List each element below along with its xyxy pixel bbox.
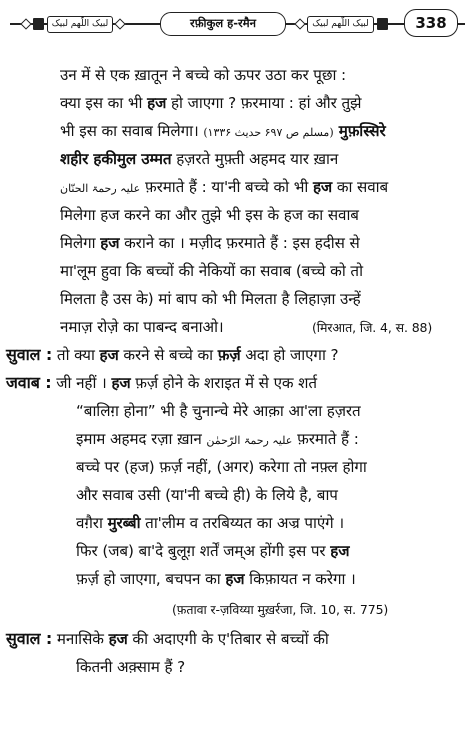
question-label: सुवाल : xyxy=(6,629,53,648)
diamond-icon xyxy=(115,18,126,29)
text-span: फ़रमाते हैं : या'नी बच्चे को भी xyxy=(140,178,313,196)
question-label: सुवाल : xyxy=(6,345,53,364)
text-span: तो क्या xyxy=(52,346,100,364)
bold-term: हज xyxy=(312,178,333,196)
text-span: क्या इस का भी xyxy=(60,94,148,112)
text-line xyxy=(60,92,361,116)
bold-term: मुफ़स्सिरे xyxy=(333,122,386,140)
arabic-honorific: علیہ رحمۃ الحنّان xyxy=(60,182,141,195)
running-title: रफ़ीकुल ह-रमैन xyxy=(160,12,286,36)
citation: (मिरआत, जि. 4, स. 88) xyxy=(312,320,433,335)
text-span: मा'लूम हुवा कि बच्चों की नेकियों का सवाब (बच्चे को तो xyxy=(60,262,363,280)
text-span: “बालिग़ होना” भी है चुनान्चे मेरे आक़ा आ'ला हज़रत xyxy=(76,402,361,420)
text-span: वग़ैरा xyxy=(76,514,108,532)
answer-label: जवाब : xyxy=(6,373,52,392)
question-line xyxy=(6,628,329,652)
ornament-text-left: لبیک اللّٰھم لبیک xyxy=(47,16,114,33)
bold-term: हज xyxy=(111,374,131,392)
text-span: हो जाएगा ? फ़रमाया : हां और तुझे xyxy=(166,94,362,112)
bold-term: हज xyxy=(147,94,167,112)
text-span: कितनी अक़्साम हैं ? xyxy=(76,658,186,676)
text-span: किफ़ायत न करेगा । xyxy=(244,570,356,588)
text-span: मनासिके xyxy=(52,630,109,648)
text-span: नमाज़ रोज़े का पाबन्द बनाओ। xyxy=(60,318,224,336)
text-span: फ़रमाते हैं : xyxy=(292,430,359,448)
text-span: फ़र्ज़ होने के शराइत में से एक शर्त xyxy=(130,374,317,392)
text-span: मिलता है उस के) मां बाप को भी मिलता है लिहाज़ा उन्हें xyxy=(60,290,361,308)
header-ornament-right xyxy=(290,12,394,36)
text-span: करने से बच्चे का xyxy=(118,346,218,364)
text-span: का सवाब xyxy=(332,178,389,196)
text-span: मिलेगा xyxy=(60,234,101,252)
text-line xyxy=(60,232,360,256)
bold-term: हज xyxy=(100,234,120,252)
text-line xyxy=(60,260,363,284)
bold-term: हज xyxy=(225,570,245,588)
diamond-icon xyxy=(295,18,306,29)
text-span: भी इस का सवाब मिलेगा। xyxy=(60,122,204,140)
text-span: अदा हो जाएगा ? xyxy=(240,346,339,364)
bold-term: फ़र्ज़ xyxy=(217,346,241,364)
diamond-icon xyxy=(20,18,31,29)
text-span: और सवाब उसी (या'नी बच्चे ही) के लिये है, बाप xyxy=(76,486,338,504)
text-line xyxy=(60,204,359,228)
text-line xyxy=(76,428,359,452)
bold-term: मुरब्बी xyxy=(107,514,141,532)
kaaba-icon xyxy=(377,18,388,30)
text-span: मिलेगा हज करने का और तुझे भी इस के हज का सवाब xyxy=(60,206,359,224)
bold-term: हज xyxy=(99,346,119,364)
text-span: ता'लीम व तरबिय्यत का अज्र पाएंगे । xyxy=(140,514,344,532)
text-line xyxy=(76,400,361,424)
kaaba-icon xyxy=(33,18,44,30)
text-line xyxy=(60,64,346,88)
page-header xyxy=(10,8,465,40)
question-line xyxy=(6,344,338,368)
header-ornament-left xyxy=(14,12,132,36)
text-line xyxy=(76,484,338,508)
bold-term: हज xyxy=(108,630,128,648)
text-line xyxy=(76,656,185,680)
text-span: फ़र्ज़ हो जाएगा, बचपन का xyxy=(76,570,226,588)
text-span: कराने का । मज़ीद फ़रमाते हैं : इस हदीस से xyxy=(119,234,360,252)
bold-term: शहीर हकीमुल उम्मत xyxy=(60,150,172,168)
ornament-text-right: لبیک اللّٰھم لبیک xyxy=(307,16,374,33)
text-line xyxy=(76,512,344,536)
text-line xyxy=(60,176,388,200)
citation: (फ़तावा र-ज़विय्या मुख़र्रजा, जि. 10, स. 775) xyxy=(172,602,389,617)
text-line xyxy=(60,316,224,340)
page-number: 338 xyxy=(404,9,458,37)
text-span: की अदाएगी के ए'तिबार से बच्चों की xyxy=(127,630,329,648)
text-line xyxy=(76,540,349,564)
arabic-honorific: علیہ رحمۃ الرّحمٰن xyxy=(206,434,293,447)
text-line xyxy=(60,288,361,312)
answer-line xyxy=(6,372,317,396)
text-line xyxy=(60,120,386,144)
text-line xyxy=(76,568,356,592)
bold-term: हज xyxy=(330,542,350,560)
text-span: जी नहीं । xyxy=(51,374,112,392)
text-span: फिर (जब) बा'दे बुलूग़ शर्तें जम्अ होंगी इस पर xyxy=(76,542,331,560)
text-span: हज़रते मुफ़्ती अहमद यार ख़ान xyxy=(171,150,339,168)
arabic-citation: (مسلم ص ۶۹۷ حدیث ۱۳۳۶) xyxy=(203,126,334,139)
text-span: उन में से एक ख़ातून ने बच्चे को ऊपर उठा कर पूछा : xyxy=(60,66,347,84)
text-line xyxy=(76,456,367,480)
text-span: इमाम अहमद रज़ा ख़ान xyxy=(76,430,207,448)
text-span: बच्चे पर (हज) फ़र्ज़ नहीं, (अगर) करेगा तो नफ़्ल होगा xyxy=(76,458,367,476)
text-line xyxy=(60,148,338,172)
